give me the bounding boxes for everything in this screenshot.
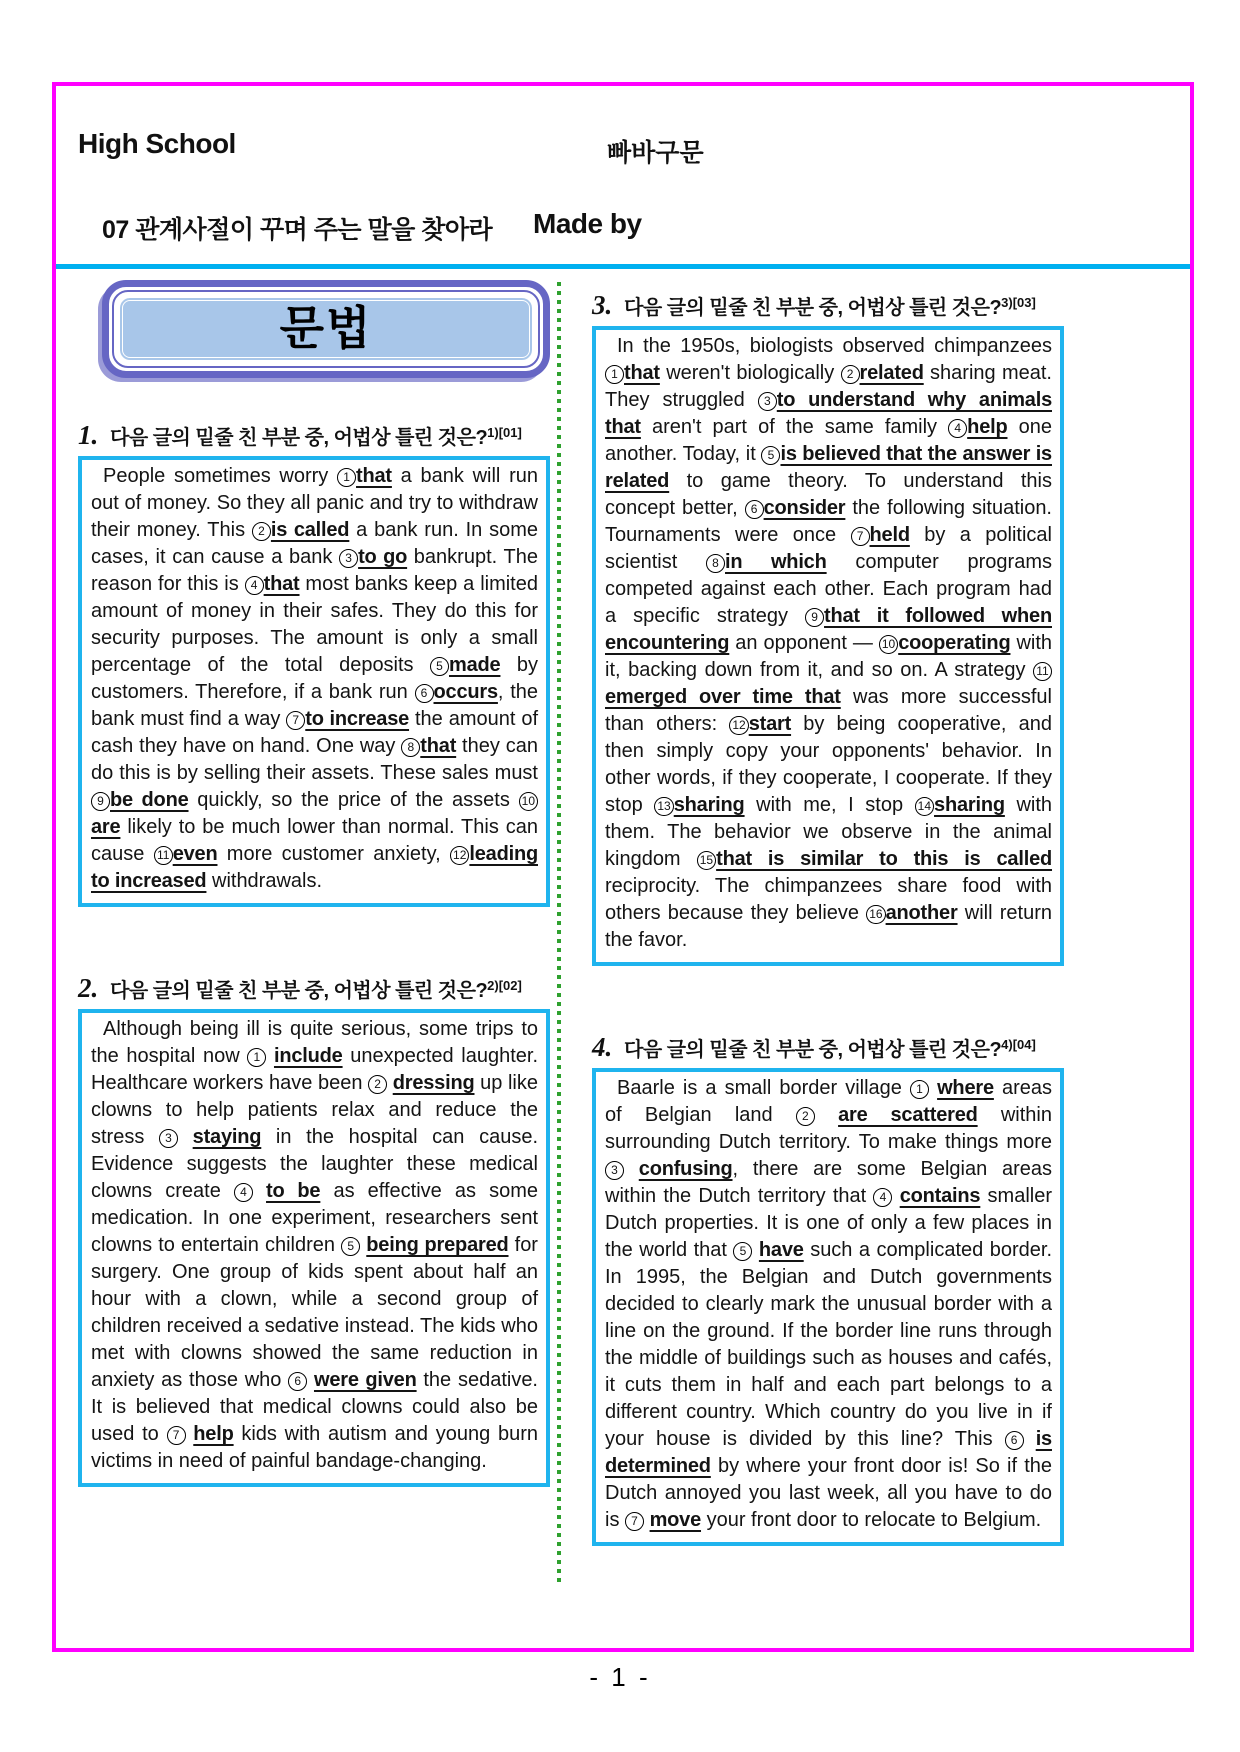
right-column [592,276,1064,1546]
choice-1 [910,1077,994,1099]
underlined-phrase: move [649,1509,702,1531]
underlined-phrase: dressing [392,1072,475,1094]
question-number: 1. [78,420,105,450]
underlined-phrase: where [937,1077,994,1099]
choice-5 [733,1239,803,1261]
underlined-phrase: related [859,362,924,384]
circled-number-icon: 3 [159,1129,178,1148]
question-ref: 2)[02] [487,978,522,993]
question-ref: 1)[01] [487,425,522,440]
column-divider [557,282,561,1586]
underlined-phrase: to increase [305,708,410,730]
choice-6 [605,1428,1052,1477]
underlined-phrase: that [263,573,300,595]
choice-15 [697,848,1052,870]
circled-number-icon: 4 [948,419,967,438]
choice-6 [745,497,846,519]
choice-2 [841,362,924,384]
underlined-phrase: help [967,416,1008,438]
unit-title: 07 관계사절이 꾸며 주는 말을 찾아라 [102,216,493,244]
circled-number-icon: 8 [706,554,725,573]
page-number: - 1 - [589,1662,651,1692]
circled-number-icon: 11 [154,846,173,865]
underlined-phrase: be done [110,789,189,811]
question-prompt: 다음 글의 밑줄 친 부분 중, 어법상 틀린 것은? [110,980,488,1002]
underlined-phrase: that [420,735,457,757]
underlined-phrase: held [869,524,910,546]
circled-number-icon: 6 [415,684,434,703]
choice-7 [625,1509,701,1531]
choice-8 [401,735,456,757]
underlined-phrase: in which [725,551,827,573]
question-prompt: 다음 글의 밑줄 친 부분 중, 어법상 틀린 것은? [624,1039,1002,1061]
choice-5 [430,654,500,676]
circled-number-icon: 14 [915,797,934,816]
circled-number-icon: 12 [729,716,748,735]
choice-8 [706,551,827,573]
worksheet-border [52,82,1194,1652]
underlined-phrase: being prepared [366,1234,509,1256]
section-title: 문법 [118,296,534,362]
choice-5 [341,1234,508,1256]
choice-2 [252,519,349,541]
choice-4 [948,416,1007,438]
choice-9 [91,789,189,811]
question-header [78,420,550,451]
underlined-phrase: to be [266,1180,321,1202]
header-right: 빠바구문 [607,139,704,167]
circled-number-icon: 5 [761,446,780,465]
underlined-phrase: is determined [605,1428,1052,1477]
choice-7 [851,524,910,546]
underlined-phrase: are scattered [838,1104,978,1126]
underlined-phrase: include [273,1045,343,1067]
question-prompt: 다음 글의 밑줄 친 부분 중, 어법상 틀린 것은? [110,427,488,449]
circled-number-icon: 1 [910,1080,929,1099]
underlined-phrase: help [193,1423,234,1445]
underlined-phrase: start [748,713,792,735]
section-title-box-inner [112,290,540,368]
underlined-phrase: were given [313,1369,417,1391]
choice-7 [286,708,409,730]
underlined-phrase: occurs [433,681,498,703]
circled-number-icon: 4 [873,1188,892,1207]
circled-number-icon: 15 [697,851,716,870]
underlined-phrase: that it followed when encountering [605,605,1052,654]
header-rule [56,264,1190,269]
choice-1 [247,1045,342,1067]
choice-1 [337,465,392,487]
passage-box: In the 1950s, biologists observed chimpanzees 1 that weren't biologically 2 related sharing meat. They struggled 3 to understand why animals that aren't part of the same family 4 help one another. Today, it 5 is believed that the answer is related to game theory. To understand this concept better, 6 consider the following situation. Tournaments were once 7 held by a political scientist 8 in which computer programs competed against each other. Each program had a specific strategy 9 that it followed when encountering an opponent — 10 cooperating with it, backing down from it, and so on. A strategy 11emerged over time that was more successful than others: 12 start by being cooperative, and then simply copy your opponents' behavior. In other words, if they cooperate, I cooperate. If they stop 13 sharing with me, I stop 14 sharing with them. The behavior we observe in the animal kingdom 15 that is similar to this is called reciprocity. The chimpanzees share food with others because they believe 16 another will return the favor. [592,326,1064,966]
underlined-phrase: even [172,843,218,865]
question-1 [78,420,550,907]
choice-2 [796,1104,978,1126]
circled-number-icon: 3 [758,392,777,411]
choice-3 [605,1158,733,1180]
choice-3 [159,1126,261,1148]
circled-number-icon: 2 [252,522,271,541]
circled-number-icon: 10 [879,635,898,654]
question-ref: 4)[04] [1001,1037,1036,1052]
circled-number-icon: 16 [866,905,885,924]
passage-box: People sometimes worry 1 that a bank will run out of money. So they all panic and try to withdraw their money. This 2 is called a bank run. In some cases, it can cause a bank 3 to go bankrupt. The reason for this is 4 that most banks keep a limited amount of money in their safes. They do this for security purposes. The amount is only a small percentage of the total deposits 5 made by customers. Therefore, if a bank run 6 occurs, the bank must find a way 7 to increase the amount of cash they have on hand. One way 8 that they can do this is by selling their assets. These sales must 9 be done quickly, so the price of the assets 10are likely to be much lower than normal. This can cause 11 even more customer anxiety, 12 leading to increased withdrawals. [78,456,550,907]
underlined-phrase: to go [358,546,408,568]
underlined-phrase: sharing [673,794,745,816]
question-3 [592,290,1064,966]
circled-number-icon: 2 [368,1075,387,1094]
question-number: 2. [78,973,105,1003]
underlined-phrase: emerged over time that [605,686,841,708]
circled-number-icon: 13 [654,797,673,816]
circled-number-icon: 6 [288,1372,307,1391]
underlined-phrase: is believed that the answer is related [605,443,1052,492]
choice-13 [654,794,744,816]
circled-number-icon: 11 [1033,662,1052,681]
made-by-label: Made by [533,208,642,239]
underlined-phrase: that [624,362,660,384]
circled-number-icon: 2 [841,365,860,384]
underlined-phrase: is called [270,519,350,541]
choice-12 [729,713,791,735]
question-header [592,290,1064,321]
choice-14 [915,794,1005,816]
underlined-phrase: another [885,902,958,924]
left-column [78,276,550,1487]
choice-5 [605,443,1052,492]
choice-10 [879,632,1011,654]
choice-6 [415,681,498,703]
passage-box: Baarle is a small border village 1 where areas of Belgian land 2 are scattered within surrounding Dutch territory. To make things more 3 confusing, there are some Belgian areas within the Dutch territory that 4 contains smaller Dutch properties. It is one of only a few places in the world that 5 have such a complicated border. In 1995, the Belgian and Dutch governments decided to clearly mark the unusual border with a line on the ground. If the border line runs through the middle of buildings such as houses and cafés, it cuts them in half and each part belongs to a different country. Which country do you live in if your house is divided by this line? This 6 is determined by where your front door is! So if the Dutch annoyed you last week, all you have to do is 7 move your front door to relocate to Belgium. [592,1068,1064,1546]
underlined-phrase: leading to increased [91,843,538,892]
underlined-phrase: that is similar to this is called [716,848,1053,870]
underlined-phrase: contains [899,1185,981,1207]
circled-number-icon: 1 [605,365,624,384]
circled-number-icon: 3 [339,549,358,568]
circled-number-icon: 1 [247,1048,266,1067]
circled-number-icon: 12 [450,846,469,865]
question-prompt: 다음 글의 밑줄 친 부분 중, 어법상 틀린 것은? [624,297,1002,319]
circled-number-icon: 6 [745,500,764,519]
choice-4 [873,1185,980,1207]
underlined-phrase: cooperating [898,632,1011,654]
circled-number-icon: 7 [851,527,870,546]
circled-number-icon: 8 [401,738,420,757]
choice-11 [154,843,218,865]
underlined-phrase: sharing [934,794,1005,816]
choice-16 [866,902,957,924]
question-4 [592,1032,1064,1546]
circled-number-icon: 9 [805,608,824,627]
choice-4 [245,573,300,595]
underlined-phrase: to understand why animals that [605,389,1052,438]
underlined-phrase: are [91,816,121,838]
circled-number-icon: 5 [430,657,449,676]
header-left: High School [78,128,236,159]
choice-4 [234,1180,320,1202]
underlined-phrase: have [758,1239,804,1261]
underlined-phrase: consider [763,497,846,519]
choice-6 [288,1369,416,1391]
underlined-phrase: staying [192,1126,262,1148]
section-title-box [102,280,550,378]
circled-number-icon: 6 [1005,1431,1024,1450]
circled-number-icon: 10 [519,792,538,811]
circled-number-icon: 5 [341,1237,360,1256]
question-2 [78,973,550,1487]
question-header [78,973,550,1004]
circled-number-icon: 9 [91,792,110,811]
circled-number-icon: 7 [286,711,305,730]
question-number: 4. [592,1032,619,1062]
choice-2 [368,1072,474,1094]
circled-number-icon: 4 [234,1183,253,1202]
choice-7 [167,1423,234,1445]
circled-number-icon: 4 [245,576,264,595]
choice-3 [339,546,407,568]
circled-number-icon: 7 [167,1426,186,1445]
passage-box: Although being ill is quite serious, some trips to the hospital now 1 include unexpected laughter. Healthcare workers have been 2 dressing up like clowns to help patients relax and reduce the stress 3 staying in the hospital can cause. Evidence suggests the laughter these medical clowns create 4 to be as effective as some medication. In one experiment, researchers sent clowns to entertain children 5 being prepared for surgery. One group of kids spent about half an hour with a clown, while a second group of children received a sedative instead. The kids who met with clowns showed the same reduction in anxiety as those who 6 were given the sedative. It is believed that medical clowns could also be used to 7 help kids with autism and young burn victims in need of painful bandage-changing. [78,1009,550,1487]
choice-11 [605,659,1052,708]
underlined-phrase: confusing [638,1158,733,1180]
circled-number-icon: 3 [605,1161,624,1180]
circled-number-icon: 1 [337,468,356,487]
circled-number-icon: 2 [796,1107,815,1126]
underlined-phrase: made [449,654,501,676]
underlined-phrase: that [356,465,392,487]
question-ref: 3)[03] [1001,295,1036,310]
choice-1 [605,362,660,384]
circled-number-icon: 5 [733,1242,752,1261]
question-header [592,1032,1064,1063]
question-number: 3. [592,290,619,320]
circled-number-icon: 7 [625,1512,644,1531]
